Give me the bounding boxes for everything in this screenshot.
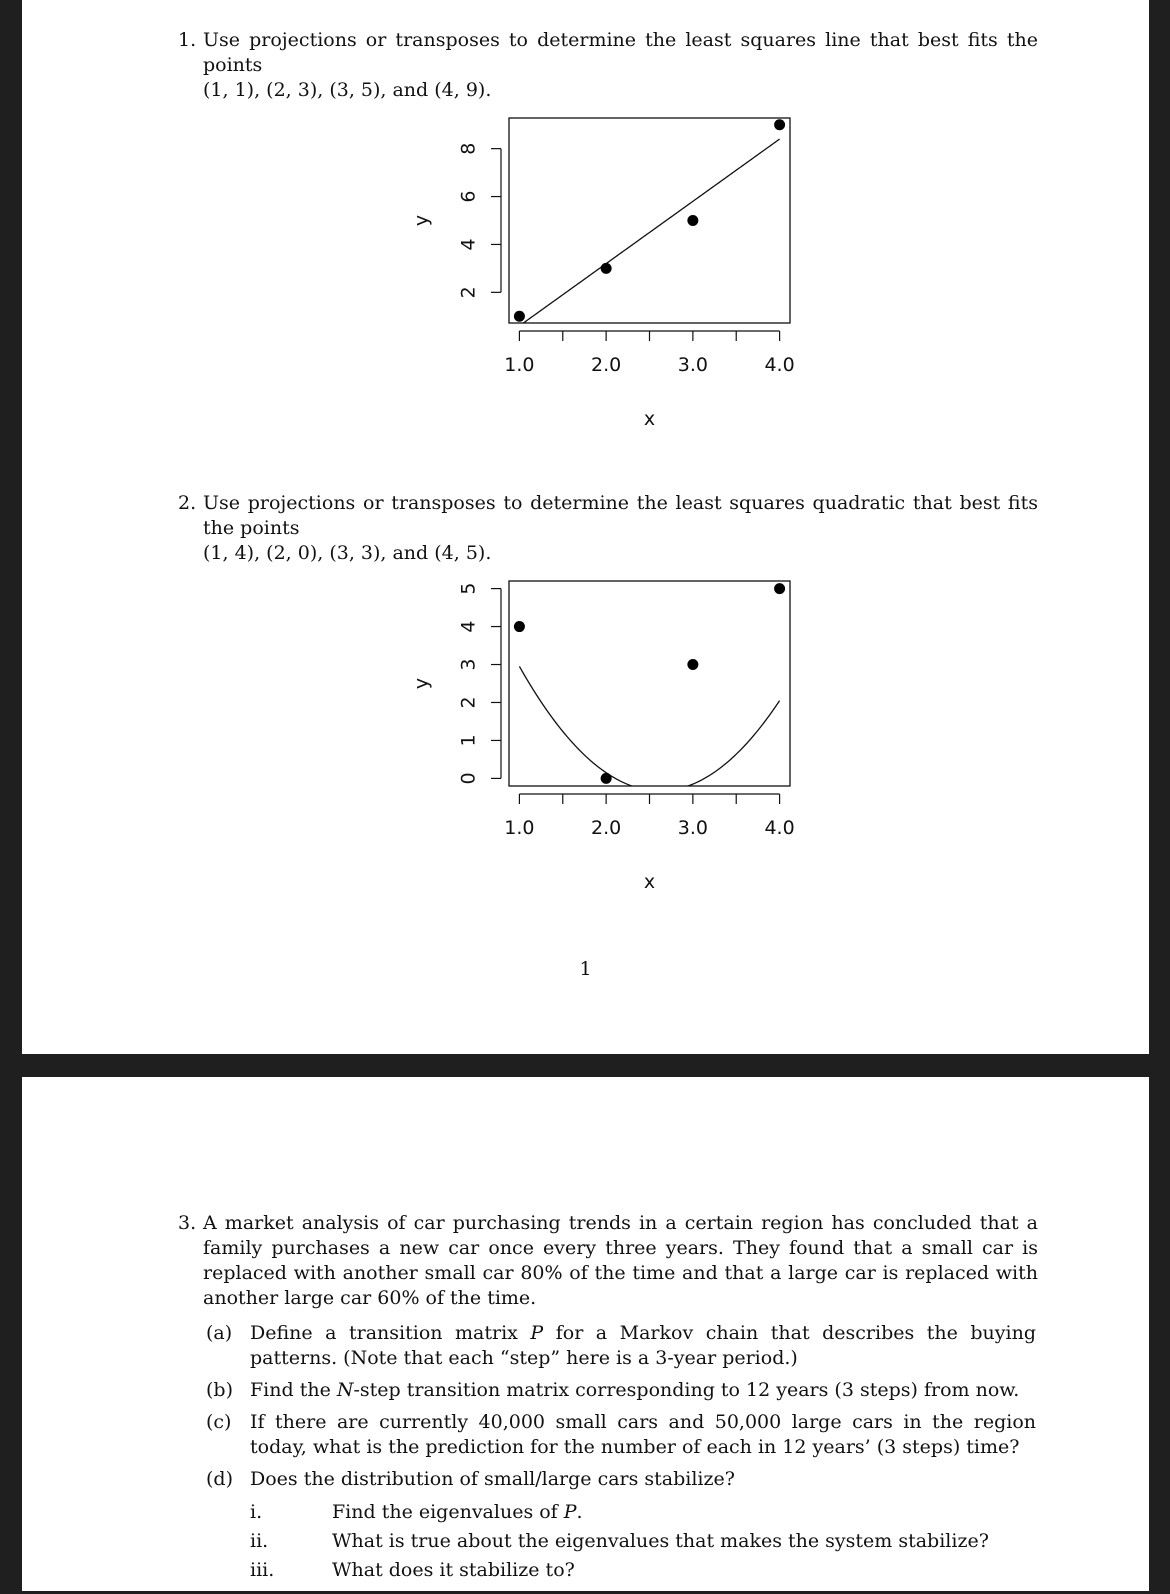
y-tick-label: 2 [457,286,480,299]
part-text [250,1378,1036,1403]
x-axis-label: x [643,871,656,893]
x-tick-label: 4.0 [764,817,795,839]
math-variable: P [530,1322,544,1344]
subpart-iii [250,1558,1036,1587]
x-tick-label: 2.0 [591,817,622,839]
least-squares-line-plot [392,105,812,439]
data-point [774,583,785,594]
page-2 [22,1077,1149,1591]
data-point [601,263,612,274]
problem-3 [178,1211,1038,1311]
subpart-text: What does it stabilize to? [332,1559,575,1581]
y-axis-label: y [410,677,433,690]
problem-text: A market analysis of car purchasing trends in a certain region has concluded that a family purchases a new car once every three years. They found that a small car is replaced with another small car 80% of the time and that a large car is replaced with another large car 60% of the time. [203,1212,1038,1309]
plot-frame [509,581,790,786]
x-tick-label: 1.0 [504,817,535,839]
part-label: (b) [206,1379,233,1401]
part-d [206,1467,1036,1587]
y-tick-label: 1 [457,734,480,747]
subpart-label: iii. [250,1559,275,1581]
problem-2 [178,491,1038,566]
x-tick-label: 1.0 [504,354,535,376]
problem-number: 1. [178,29,197,51]
subpart-i [250,1500,1036,1529]
y-tick-label: 8 [457,142,480,155]
part-text [250,1321,1036,1371]
x-tick-label: 4.0 [764,354,795,376]
subpart-text-a: Find the eigenvalues of [332,1501,564,1523]
problem-3-parts [206,1321,1036,1594]
part-text-a: Find the [250,1379,337,1401]
problem-number: 2. [178,492,197,514]
chart-svg [392,568,812,898]
chart-svg [392,105,812,435]
subpart-text: What is true about the eigenvalues that makes the system stabilize? [332,1530,989,1552]
y-tick-label: 2 [457,696,480,709]
least-squares-quadratic-plot [392,568,812,902]
fit-curve [519,139,779,326]
subpart-text [332,1500,583,1525]
part-text: If there are currently 40,000 small cars and 50,000 large cars in the region today, what is the prediction for the number of each in 12 years’ (3 steps) time? [250,1411,1036,1458]
y-tick-label: 4 [457,238,480,251]
problem-1 [178,28,1038,103]
x-tick-label: 3.0 [677,817,708,839]
subpart-text-b: . [576,1501,583,1523]
fit-curve [519,666,779,791]
x-axis-label: x [643,408,656,430]
problem-text-line: Use projections or transposes to determine the least squares line that best fits the points [203,29,1038,76]
math-variable: N [336,1379,354,1401]
data-point [687,215,698,226]
problem-text-line: Use projections or transposes to determine the least squares quadratic that best fits the points [203,492,1038,539]
problem-points: (1, 1), (2, 3), (3, 5), and (4, 9). [203,79,492,101]
problem-text [203,491,1038,566]
plot-frame [509,118,790,323]
page-1 [22,0,1149,1054]
y-tick-label: 3 [457,658,480,671]
x-tick-label: 3.0 [677,354,708,376]
y-tick-label: 4 [457,620,480,633]
part-c [206,1410,1036,1460]
part-b [206,1378,1036,1403]
x-tick-label: 2.0 [591,354,622,376]
page-number: 1 [579,958,592,980]
y-tick-label: 0 [457,772,480,785]
part-text: Does the distribution of small/large cars stabilize? [250,1468,735,1490]
data-point [514,311,525,322]
part-label: (d) [206,1468,233,1490]
y-axis-label: y [410,214,433,227]
part-label: (a) [206,1322,233,1344]
subpart-label: ii. [250,1530,269,1552]
part-text-b: for a Markov chain that describes the buying patterns. (Note that each “step” here is a 3-year period.) [250,1322,1037,1369]
data-point [774,119,785,130]
part-d-subparts [250,1500,1036,1587]
y-tick-label: 6 [457,190,480,203]
data-point [601,773,612,784]
part-text-b: -step transition matrix corresponding to 12 years (3 steps) from now. [353,1379,1020,1401]
problem-text [203,28,1038,103]
problem-number: 3. [178,1212,197,1234]
part-text-a: Define a transition matrix [250,1322,531,1344]
subpart-label: i. [250,1501,263,1523]
problem-points: (1, 4), (2, 0), (3, 3), and (4, 5). [203,542,492,564]
subpart-ii [250,1529,1036,1558]
data-point [687,659,698,670]
math-variable: P [563,1501,577,1523]
part-a [206,1321,1036,1371]
part-label: (c) [206,1411,232,1433]
data-point [514,621,525,632]
y-tick-label: 5 [457,582,480,595]
